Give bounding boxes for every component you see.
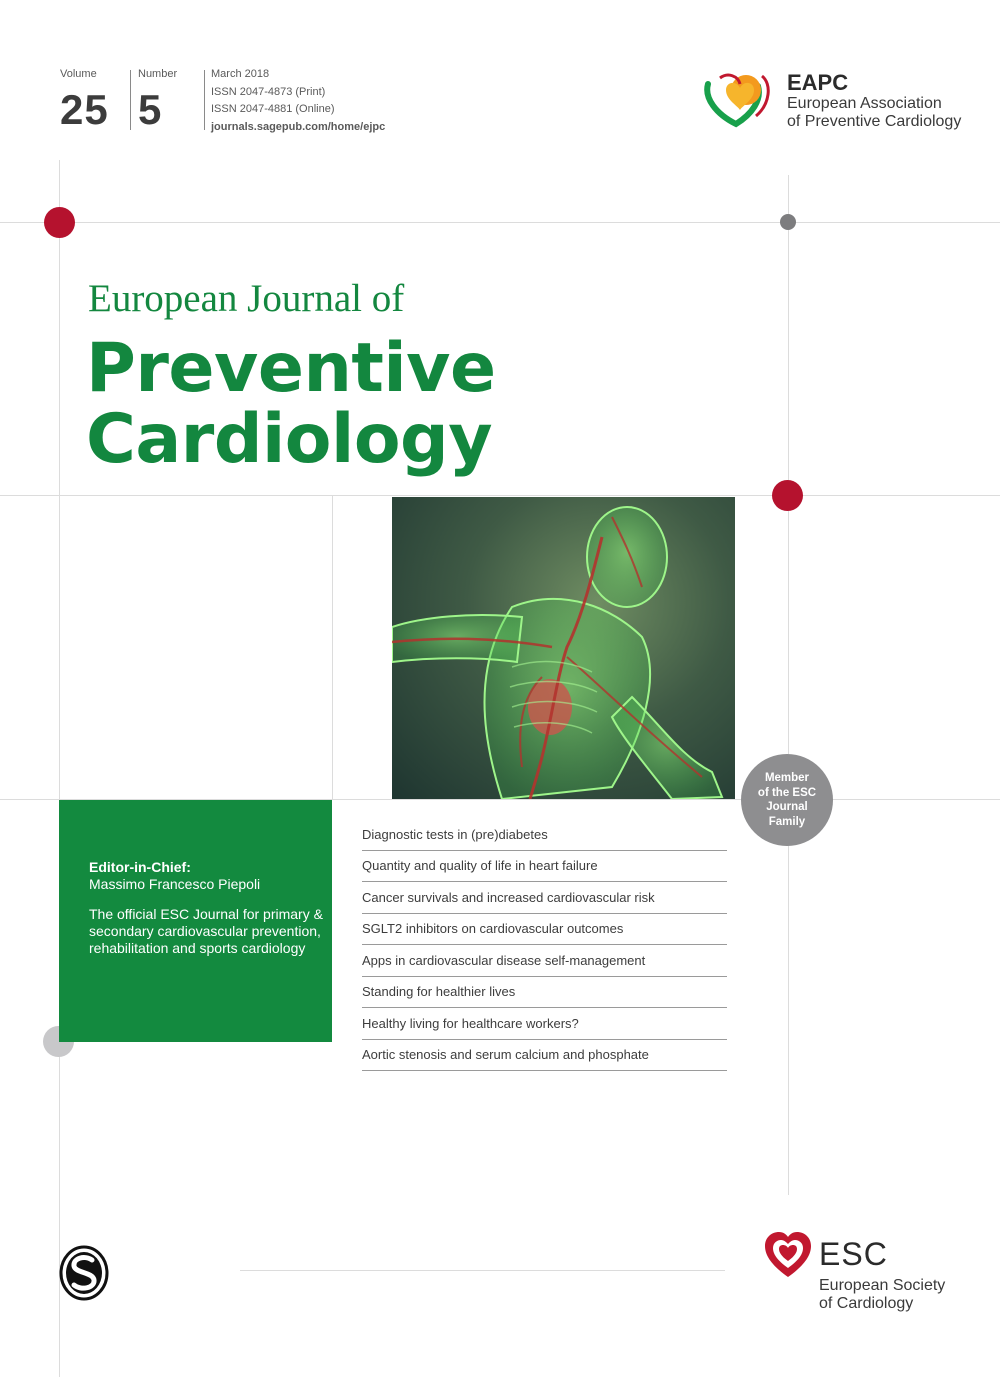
header-divider-1 — [130, 70, 131, 130]
grid-line-top — [0, 222, 1000, 223]
eapc-heart-logo-icon — [702, 70, 774, 128]
editor-label: Editor-in-Chief: — [89, 859, 191, 875]
grid-line-right — [788, 175, 789, 1195]
eapc-name — [787, 95, 961, 131]
issue-number: 5 — [138, 86, 163, 133]
journal-title-small: European Journal of — [88, 277, 405, 320]
issn-online: ISSN 2047-4881 (Online) — [211, 103, 335, 115]
topic-item: Diagnostic tests in (pre)diabetes — [362, 827, 727, 851]
issue-info — [211, 66, 385, 136]
volume-number: 25 — [60, 86, 109, 133]
eapc-name-line2: of Preventive Cardiology — [787, 113, 962, 130]
grid-line-middle — [0, 495, 1000, 496]
journal-description: The official ESC Journal for primary & secondary cardiovascular prevention, rehabilitation and sports cardiology — [89, 906, 323, 956]
topic-item: Cancer survivals and increased cardiovascular risk — [362, 890, 727, 914]
esc-name-line2: of Cardiology — [819, 1295, 914, 1312]
number-label: Number — [138, 68, 178, 80]
member-esc-journal-family-badge — [741, 754, 833, 846]
editor-name: Massimo Francesco Piepoli — [89, 876, 261, 892]
volume-label: Volume — [60, 68, 97, 80]
eapc-name-line1: European Association — [787, 95, 942, 112]
eapc-acronym: EAPC — [787, 70, 849, 95]
editor-box — [59, 800, 332, 1042]
journal-website[interactable]: journals.sagepub.com/home/ejpc — [211, 120, 386, 133]
topic-item: Healthy living for healthcare workers? — [362, 1016, 727, 1040]
grid-line-left — [59, 160, 60, 1377]
topic-item: Apps in cardiovascular disease self-management — [362, 953, 727, 977]
topic-item: SGLT2 inhibitors on cardiovascular outcomes — [362, 921, 727, 945]
topic-item: Quantity and quality of life in heart failure — [362, 858, 727, 882]
esc-heart-logo-icon — [763, 1231, 813, 1279]
esc-acronym: ESC — [819, 1236, 888, 1272]
red-dot-top-left — [44, 207, 75, 238]
issn-print: ISSN 2047-4873 (Print) — [211, 85, 326, 98]
header-divider-2 — [204, 70, 205, 130]
journal-title-line-2: Preventive — [86, 329, 496, 408]
red-dot-right — [772, 480, 803, 511]
member-badge-line3: Journal — [766, 801, 808, 813]
grid-line-center — [332, 496, 333, 800]
sage-logo-icon — [59, 1245, 109, 1301]
grid-line-footer — [240, 1270, 725, 1271]
cover-illustration — [392, 497, 735, 799]
member-badge-line4: Family — [768, 815, 806, 828]
topic-item: Aortic stenosis and serum calcium and phosphate — [362, 1047, 727, 1071]
journal-title-line-3: Cardiology — [86, 400, 493, 479]
member-badge-line2: of the ESC — [757, 786, 817, 799]
esc-name-line1: European Society — [819, 1277, 946, 1294]
esc-name — [819, 1277, 945, 1313]
grey-dot-top-right — [780, 214, 796, 230]
topic-item: Standing for healthier lives — [362, 984, 727, 1008]
issue-date: March 2018 — [211, 68, 270, 80]
member-badge-line1: Member — [764, 772, 810, 784]
